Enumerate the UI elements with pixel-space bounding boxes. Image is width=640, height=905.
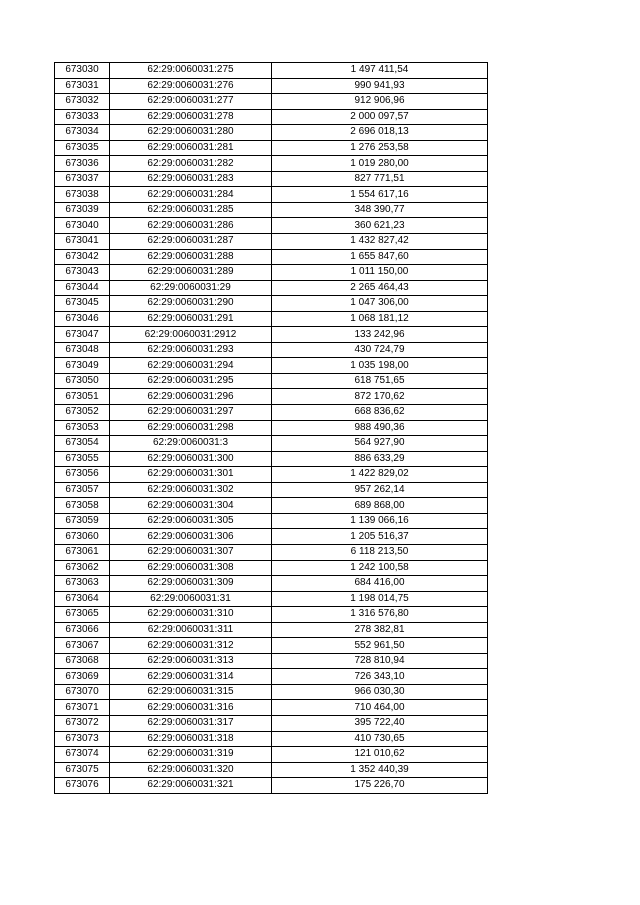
row-id-cell: 673056 bbox=[55, 467, 110, 483]
table-row bbox=[55, 747, 488, 763]
table-row bbox=[55, 234, 488, 250]
cadastral-number-cell: 62:29:0060031:296 bbox=[110, 389, 272, 405]
value-cell: 6 118 213,50 bbox=[272, 544, 488, 560]
value-cell: 886 633,29 bbox=[272, 451, 488, 467]
cadastral-number-cell: 62:29:0060031:278 bbox=[110, 109, 272, 125]
cadastral-number-cell: 62:29:0060031:314 bbox=[110, 669, 272, 685]
row-id-cell: 673050 bbox=[55, 373, 110, 389]
data-table bbox=[54, 62, 488, 794]
value-cell: 1 047 306,00 bbox=[272, 296, 488, 312]
row-id-cell: 673067 bbox=[55, 638, 110, 654]
cadastral-number-cell: 62:29:0060031:316 bbox=[110, 700, 272, 716]
value-cell: 564 927,90 bbox=[272, 436, 488, 452]
table-row bbox=[55, 482, 488, 498]
table-row bbox=[55, 405, 488, 421]
table-row bbox=[55, 311, 488, 327]
value-cell: 957 262,14 bbox=[272, 482, 488, 498]
value-cell: 1 655 847,60 bbox=[272, 249, 488, 265]
value-cell: 1 276 253,58 bbox=[272, 140, 488, 156]
cadastral-number-cell: 62:29:0060031:31 bbox=[110, 591, 272, 607]
value-cell: 2 000 097,57 bbox=[272, 109, 488, 125]
row-id-cell: 673053 bbox=[55, 420, 110, 436]
table-row bbox=[55, 140, 488, 156]
cadastral-number-cell: 62:29:0060031:308 bbox=[110, 560, 272, 576]
value-cell: 1 198 014,75 bbox=[272, 591, 488, 607]
cadastral-number-cell: 62:29:0060031:306 bbox=[110, 529, 272, 545]
value-cell: 966 030,30 bbox=[272, 684, 488, 700]
row-id-cell: 673045 bbox=[55, 296, 110, 312]
value-cell: 990 941,93 bbox=[272, 78, 488, 94]
table-row bbox=[55, 78, 488, 94]
row-id-cell: 673038 bbox=[55, 187, 110, 203]
table-row bbox=[55, 202, 488, 218]
value-cell: 668 836,62 bbox=[272, 405, 488, 421]
value-cell: 1 422 829,02 bbox=[272, 467, 488, 483]
row-id-cell: 673063 bbox=[55, 576, 110, 592]
cadastral-number-cell: 62:29:0060031:313 bbox=[110, 653, 272, 669]
cadastral-number-cell: 62:29:0060031:298 bbox=[110, 420, 272, 436]
table-row bbox=[55, 249, 488, 265]
table-row bbox=[55, 576, 488, 592]
row-id-cell: 673075 bbox=[55, 762, 110, 778]
cadastral-number-cell: 62:29:0060031:317 bbox=[110, 715, 272, 731]
row-id-cell: 673051 bbox=[55, 389, 110, 405]
cadastral-number-cell: 62:29:0060031:297 bbox=[110, 405, 272, 421]
table-row bbox=[55, 467, 488, 483]
value-cell: 988 490,36 bbox=[272, 420, 488, 436]
row-id-cell: 673042 bbox=[55, 249, 110, 265]
cadastral-number-cell: 62:29:0060031:293 bbox=[110, 342, 272, 358]
table-row bbox=[55, 622, 488, 638]
value-cell: 618 751,65 bbox=[272, 373, 488, 389]
row-id-cell: 673030 bbox=[55, 63, 110, 79]
cadastral-number-cell: 62:29:0060031:283 bbox=[110, 171, 272, 187]
value-cell: 2 696 018,13 bbox=[272, 125, 488, 141]
table-row bbox=[55, 109, 488, 125]
row-id-cell: 673066 bbox=[55, 622, 110, 638]
row-id-cell: 673044 bbox=[55, 280, 110, 296]
row-id-cell: 673052 bbox=[55, 405, 110, 421]
table-row bbox=[55, 389, 488, 405]
value-cell: 710 464,00 bbox=[272, 700, 488, 716]
row-id-cell: 673032 bbox=[55, 94, 110, 110]
row-id-cell: 673055 bbox=[55, 451, 110, 467]
cadastral-number-cell: 62:29:0060031:280 bbox=[110, 125, 272, 141]
row-id-cell: 673034 bbox=[55, 125, 110, 141]
cadastral-number-cell: 62:29:0060031:311 bbox=[110, 622, 272, 638]
row-id-cell: 673039 bbox=[55, 202, 110, 218]
cadastral-number-cell: 62:29:0060031:315 bbox=[110, 684, 272, 700]
value-cell: 1 068 181,12 bbox=[272, 311, 488, 327]
table-row bbox=[55, 265, 488, 281]
cadastral-number-cell: 62:29:0060031:286 bbox=[110, 218, 272, 234]
value-cell: 1 352 440,39 bbox=[272, 762, 488, 778]
cadastral-number-cell: 62:29:0060031:282 bbox=[110, 156, 272, 172]
table-row bbox=[55, 187, 488, 203]
table-row bbox=[55, 280, 488, 296]
row-id-cell: 673036 bbox=[55, 156, 110, 172]
cadastral-number-cell: 62:29:0060031:294 bbox=[110, 358, 272, 374]
table-row bbox=[55, 451, 488, 467]
table-row bbox=[55, 731, 488, 747]
row-id-cell: 673064 bbox=[55, 591, 110, 607]
value-cell: 1 554 617,16 bbox=[272, 187, 488, 203]
row-id-cell: 673060 bbox=[55, 529, 110, 545]
value-cell: 1 019 280,00 bbox=[272, 156, 488, 172]
cadastral-number-cell: 62:29:0060031:289 bbox=[110, 265, 272, 281]
value-cell: 133 242,96 bbox=[272, 327, 488, 343]
table-row bbox=[55, 762, 488, 778]
table-row bbox=[55, 653, 488, 669]
cadastral-number-cell: 62:29:0060031:309 bbox=[110, 576, 272, 592]
cadastral-number-cell: 62:29:0060031:291 bbox=[110, 311, 272, 327]
row-id-cell: 673047 bbox=[55, 327, 110, 343]
value-cell: 1 432 827,42 bbox=[272, 234, 488, 250]
cadastral-number-cell: 62:29:0060031:305 bbox=[110, 513, 272, 529]
row-id-cell: 673046 bbox=[55, 311, 110, 327]
row-id-cell: 673069 bbox=[55, 669, 110, 685]
table-row bbox=[55, 125, 488, 141]
value-cell: 1 011 150,00 bbox=[272, 265, 488, 281]
table-row bbox=[55, 778, 488, 794]
value-cell: 912 906,96 bbox=[272, 94, 488, 110]
value-cell: 121 010,62 bbox=[272, 747, 488, 763]
value-cell: 175 226,70 bbox=[272, 778, 488, 794]
value-cell: 552 961,50 bbox=[272, 638, 488, 654]
cadastral-number-cell: 62:29:0060031:285 bbox=[110, 202, 272, 218]
table-row bbox=[55, 94, 488, 110]
value-cell: 430 724,79 bbox=[272, 342, 488, 358]
row-id-cell: 673073 bbox=[55, 731, 110, 747]
value-cell: 1 205 516,37 bbox=[272, 529, 488, 545]
row-id-cell: 673070 bbox=[55, 684, 110, 700]
value-cell: 827 771,51 bbox=[272, 171, 488, 187]
cadastral-number-cell: 62:29:0060031:312 bbox=[110, 638, 272, 654]
table-row bbox=[55, 373, 488, 389]
row-id-cell: 673054 bbox=[55, 436, 110, 452]
table-row bbox=[55, 358, 488, 374]
table-row bbox=[55, 544, 488, 560]
cadastral-number-cell: 62:29:0060031:276 bbox=[110, 78, 272, 94]
value-cell: 726 343,10 bbox=[272, 669, 488, 685]
table-row bbox=[55, 156, 488, 172]
table-row bbox=[55, 638, 488, 654]
table-row bbox=[55, 513, 488, 529]
cadastral-number-cell: 62:29:0060031:284 bbox=[110, 187, 272, 203]
cadastral-number-cell: 62:29:0060031:302 bbox=[110, 482, 272, 498]
row-id-cell: 673033 bbox=[55, 109, 110, 125]
table-row bbox=[55, 436, 488, 452]
row-id-cell: 673059 bbox=[55, 513, 110, 529]
cadastral-number-cell: 62:29:0060031:319 bbox=[110, 747, 272, 763]
row-id-cell: 673048 bbox=[55, 342, 110, 358]
table-row bbox=[55, 218, 488, 234]
cadastral-number-cell: 62:29:0060031:295 bbox=[110, 373, 272, 389]
table-row bbox=[55, 63, 488, 79]
table-body bbox=[55, 63, 488, 794]
value-cell: 1 316 576,80 bbox=[272, 607, 488, 623]
row-id-cell: 673068 bbox=[55, 653, 110, 669]
cadastral-number-cell: 62:29:0060031:3 bbox=[110, 436, 272, 452]
table-row bbox=[55, 296, 488, 312]
cadastral-number-cell: 62:29:0060031:310 bbox=[110, 607, 272, 623]
value-cell: 1 035 198,00 bbox=[272, 358, 488, 374]
cadastral-number-cell: 62:29:0060031:301 bbox=[110, 467, 272, 483]
cadastral-number-cell: 62:29:0060031:321 bbox=[110, 778, 272, 794]
table-row bbox=[55, 591, 488, 607]
value-cell: 410 730,65 bbox=[272, 731, 488, 747]
cadastral-number-cell: 62:29:0060031:287 bbox=[110, 234, 272, 250]
value-cell: 1 242 100,58 bbox=[272, 560, 488, 576]
table-row bbox=[55, 560, 488, 576]
row-id-cell: 673035 bbox=[55, 140, 110, 156]
row-id-cell: 673040 bbox=[55, 218, 110, 234]
value-cell: 728 810,94 bbox=[272, 653, 488, 669]
value-cell: 2 265 464,43 bbox=[272, 280, 488, 296]
value-cell: 684 416,00 bbox=[272, 576, 488, 592]
table-row bbox=[55, 529, 488, 545]
cadastral-number-cell: 62:29:0060031:277 bbox=[110, 94, 272, 110]
value-cell: 872 170,62 bbox=[272, 389, 488, 405]
row-id-cell: 673072 bbox=[55, 715, 110, 731]
row-id-cell: 673062 bbox=[55, 560, 110, 576]
table-row bbox=[55, 700, 488, 716]
row-id-cell: 673057 bbox=[55, 482, 110, 498]
row-id-cell: 673031 bbox=[55, 78, 110, 94]
cadastral-number-cell: 62:29:0060031:307 bbox=[110, 544, 272, 560]
table-row bbox=[55, 607, 488, 623]
row-id-cell: 673043 bbox=[55, 265, 110, 281]
row-id-cell: 673041 bbox=[55, 234, 110, 250]
cadastral-number-cell: 62:29:0060031:281 bbox=[110, 140, 272, 156]
value-cell: 1 497 411,54 bbox=[272, 63, 488, 79]
table-row bbox=[55, 327, 488, 343]
row-id-cell: 673058 bbox=[55, 498, 110, 514]
row-id-cell: 673071 bbox=[55, 700, 110, 716]
table-row bbox=[55, 420, 488, 436]
row-id-cell: 673061 bbox=[55, 544, 110, 560]
table-row bbox=[55, 171, 488, 187]
cadastral-number-cell: 62:29:0060031:2912 bbox=[110, 327, 272, 343]
row-id-cell: 673065 bbox=[55, 607, 110, 623]
value-cell: 1 139 066,16 bbox=[272, 513, 488, 529]
cadastral-number-cell: 62:29:0060031:29 bbox=[110, 280, 272, 296]
value-cell: 360 621,23 bbox=[272, 218, 488, 234]
cadastral-number-cell: 62:29:0060031:290 bbox=[110, 296, 272, 312]
value-cell: 395 722,40 bbox=[272, 715, 488, 731]
cadastral-number-cell: 62:29:0060031:288 bbox=[110, 249, 272, 265]
value-cell: 278 382,81 bbox=[272, 622, 488, 638]
cadastral-number-cell: 62:29:0060031:320 bbox=[110, 762, 272, 778]
table-row bbox=[55, 715, 488, 731]
value-cell: 348 390,77 bbox=[272, 202, 488, 218]
value-cell: 689 868,00 bbox=[272, 498, 488, 514]
row-id-cell: 673076 bbox=[55, 778, 110, 794]
cadastral-number-cell: 62:29:0060031:304 bbox=[110, 498, 272, 514]
cadastral-number-cell: 62:29:0060031:300 bbox=[110, 451, 272, 467]
row-id-cell: 673049 bbox=[55, 358, 110, 374]
row-id-cell: 673074 bbox=[55, 747, 110, 763]
table-row bbox=[55, 684, 488, 700]
cadastral-number-cell: 62:29:0060031:318 bbox=[110, 731, 272, 747]
table-row bbox=[55, 498, 488, 514]
row-id-cell: 673037 bbox=[55, 171, 110, 187]
cadastral-number-cell: 62:29:0060031:275 bbox=[110, 63, 272, 79]
table-row bbox=[55, 342, 488, 358]
table-row bbox=[55, 669, 488, 685]
